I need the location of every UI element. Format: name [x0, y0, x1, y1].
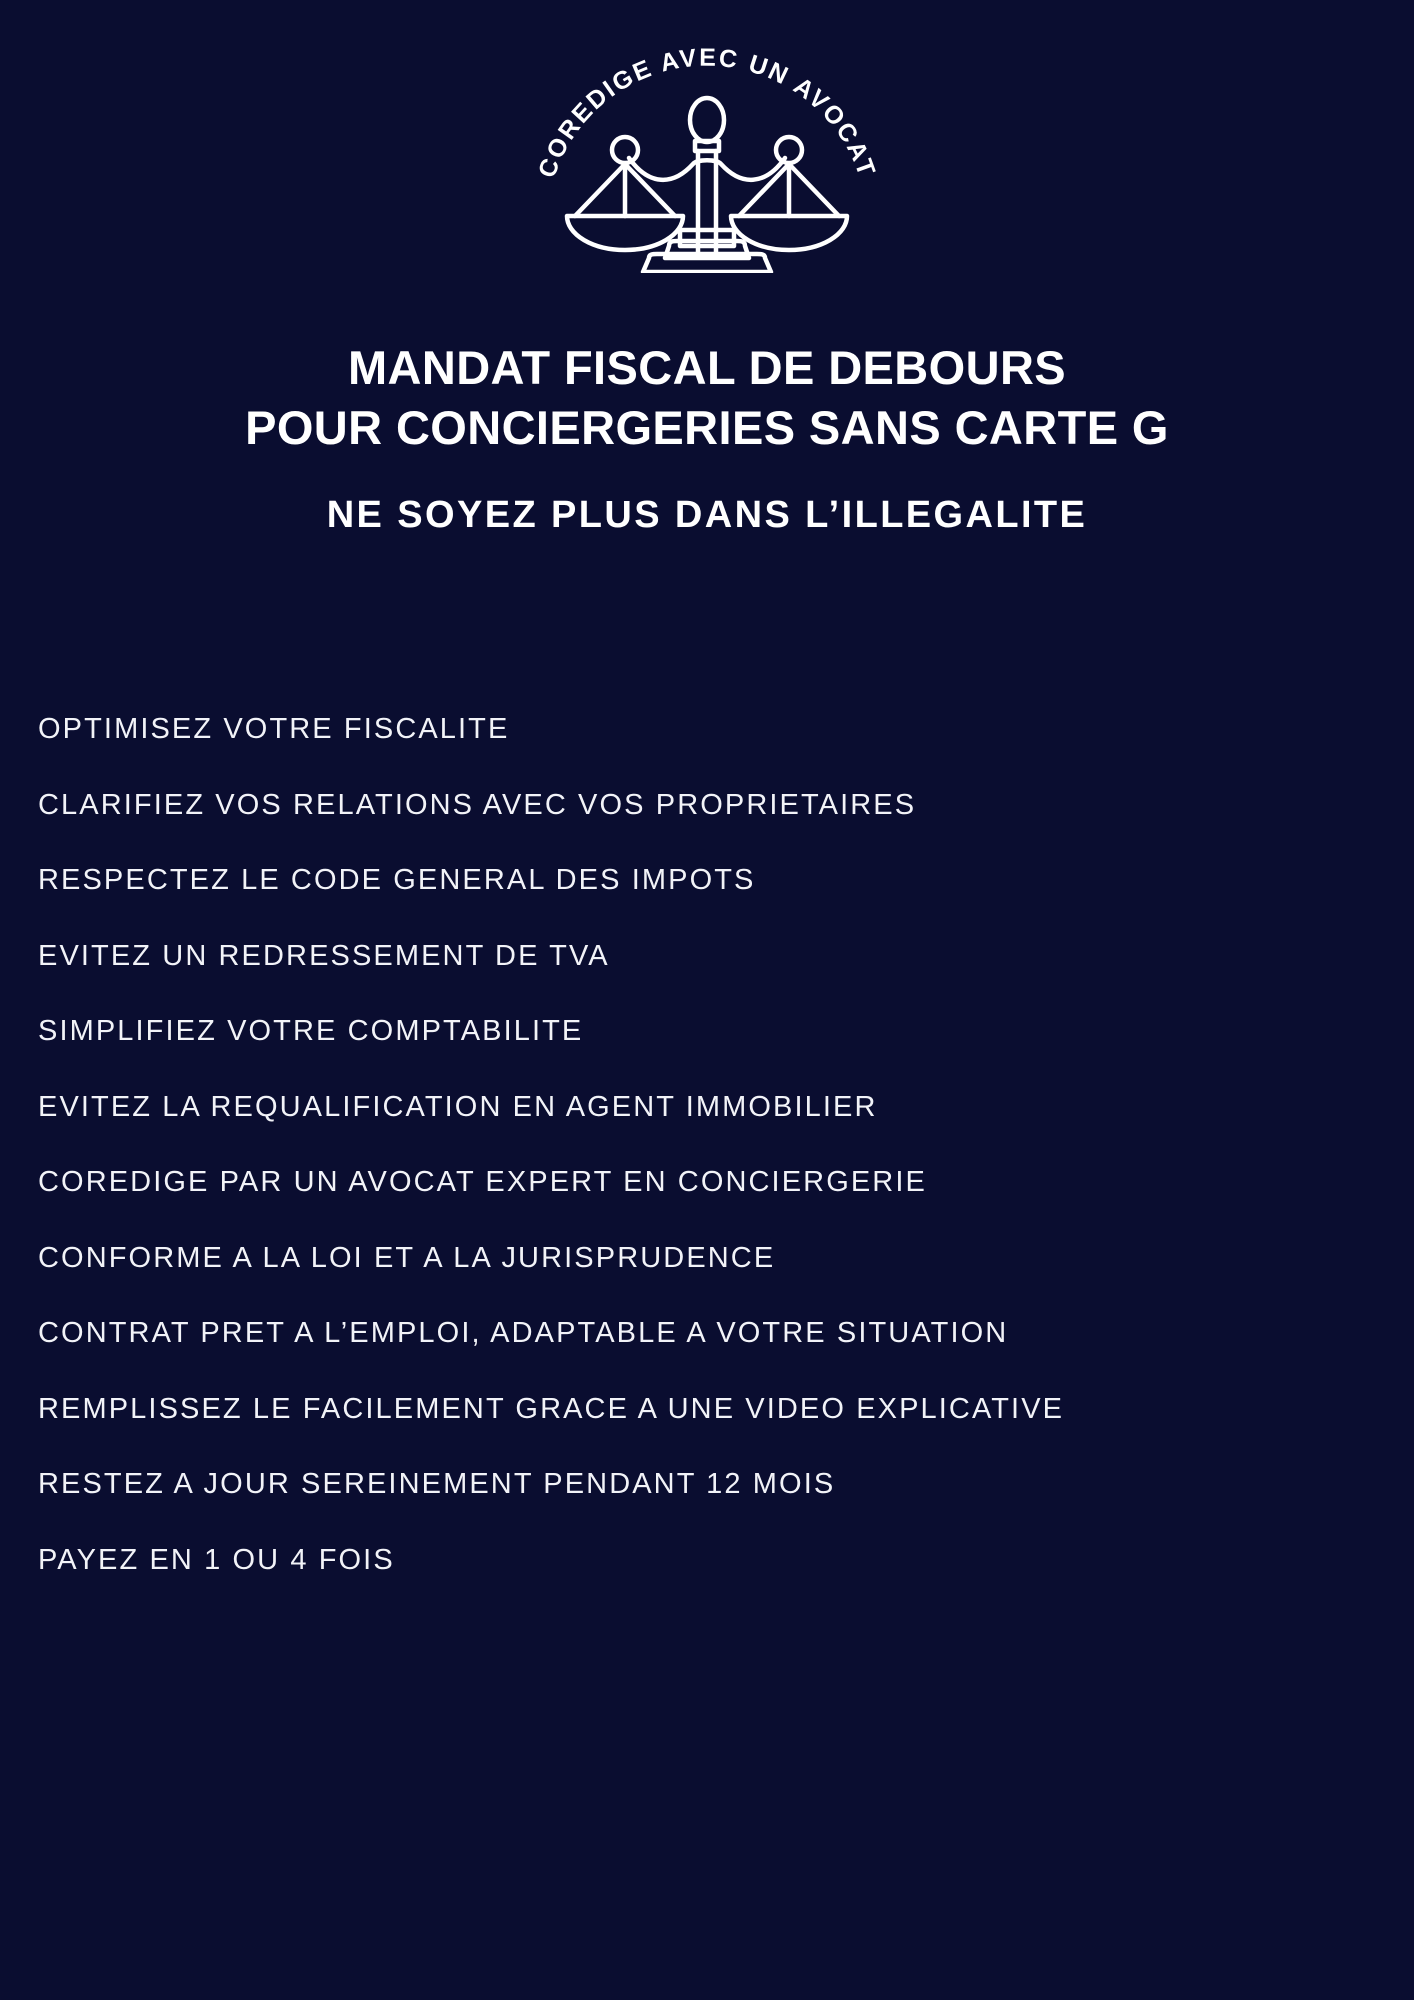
- scales-graphic: [567, 98, 847, 272]
- list-item-label: CONTRAT PRET A L’EMPLOI, ADAPTABLE A VOTRE SITUATION: [38, 1317, 1009, 1350]
- list-item-label: COREDIGE PAR UN AVOCAT EXPERT EN CONCIERGERIE: [38, 1166, 927, 1199]
- list-item: [38, 1145, 1378, 1221]
- list-item-label: SIMPLIFIEZ VOTRE COMPTABILITE: [38, 1015, 584, 1048]
- list-item: [38, 768, 1378, 844]
- list-item-label: REMPLISSEZ LE FACILEMENT GRACE A UNE VIDEO EXPLICATIVE: [38, 1392, 1065, 1425]
- page-subtitle: NE SOYEZ PLUS DANS L’ILLEGALITE: [326, 494, 1088, 537]
- list-item: [38, 1523, 1378, 1599]
- list-item: [38, 843, 1378, 919]
- list-item: [38, 1221, 1378, 1297]
- scales-of-justice-icon: [497, 8, 917, 273]
- list-item: [38, 919, 1378, 995]
- list-item: [38, 1447, 1378, 1523]
- list-item-label: RESTEZ A JOUR SEREINEMENT PENDANT 12 MOIS: [38, 1468, 836, 1501]
- list-item: [38, 1296, 1378, 1372]
- list-item-label: CLARIFIEZ VOS RELATIONS AVEC VOS PROPRIETAIRES: [38, 788, 917, 821]
- list-item-label: EVITEZ LA REQUALIFICATION EN AGENT IMMOBILIER: [38, 1090, 878, 1123]
- page-title-line-2: POUR CONCIERGERIES SANS CARTE G: [245, 401, 1169, 455]
- logo-block: [0, 8, 1414, 278]
- list-item: [38, 692, 1378, 768]
- list-item-label: PAYEZ EN 1 OU 4 FOIS: [38, 1543, 395, 1576]
- list-item: [38, 1372, 1378, 1448]
- list-item-label: RESPECTEZ LE CODE GENERAL DES IMPOTS: [38, 864, 756, 897]
- list-item: [38, 994, 1378, 1070]
- logo-arc-textpath: COREDIGE AVEC UN AVOCAT: [532, 43, 882, 182]
- page-title-line-1: MANDAT FISCAL DE DEBOURS: [347, 341, 1067, 394]
- list-item: [38, 1070, 1378, 1146]
- list-item-label: OPTIMISEZ VOTRE FISCALITE: [38, 713, 510, 746]
- benefits-list: [38, 692, 1378, 1598]
- list-item-label: CONFORME A LA LOI ET A LA JURISPRUDENCE: [38, 1241, 776, 1274]
- title-block: [0, 338, 1414, 537]
- list-item-label: EVITEZ UN REDRESSEMENT DE TVA: [38, 939, 610, 972]
